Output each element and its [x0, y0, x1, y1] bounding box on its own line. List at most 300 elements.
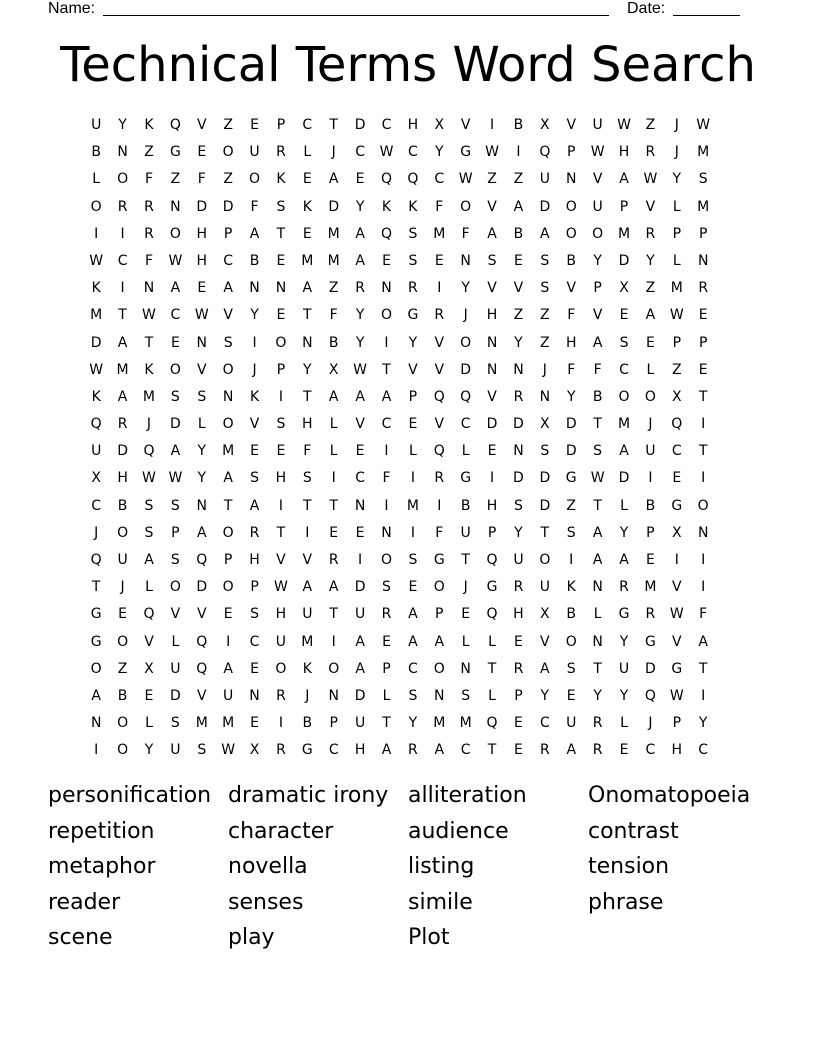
grid-letter: H — [275, 606, 287, 623]
grid-letter: A — [117, 334, 128, 351]
grid-letter: E — [355, 443, 365, 460]
grid-letter: B — [513, 117, 524, 133]
grid-row — [83, 384, 743, 411]
grid-letter: O — [169, 579, 181, 596]
grid-letter: M — [697, 144, 710, 161]
grid-letter: D — [90, 334, 102, 351]
grid-letter: C — [302, 117, 313, 133]
grid-letter: I — [331, 633, 336, 650]
word-list-item: dramatic irony — [228, 783, 389, 808]
grid-letter: J — [305, 687, 310, 704]
grid-letter: G — [433, 552, 445, 568]
grid-letter: J — [463, 579, 468, 596]
grid-row — [83, 710, 743, 737]
word-list-item: simile — [408, 889, 473, 915]
grid-letter: S — [619, 334, 629, 351]
grid-letter: U — [539, 579, 550, 596]
grid-letter: P — [672, 225, 682, 242]
grid-letter: N — [222, 388, 234, 405]
grid-letter: O — [222, 144, 234, 161]
grid-letter: M — [670, 280, 683, 297]
grid-letter: J — [252, 361, 257, 378]
grid-letter: Q — [486, 552, 498, 568]
grid-letter: D — [354, 579, 366, 596]
grid-letter: L — [145, 579, 153, 596]
grid-letter: A — [619, 443, 629, 460]
grid-letter: A — [355, 633, 365, 650]
grid-letter: I — [701, 687, 706, 704]
grid-letter: D — [354, 687, 366, 704]
grid-letter: Z — [117, 660, 128, 677]
grid-letter: S — [487, 252, 497, 269]
grid-letter: E — [276, 252, 286, 269]
grid-letter: Y — [514, 334, 523, 351]
grid-letter: W — [669, 606, 684, 623]
grid-letter: L — [303, 144, 312, 161]
grid-letter: D — [618, 252, 630, 269]
grid-letter: A — [592, 552, 603, 568]
grid-letter: G — [671, 660, 683, 677]
grid-letter: N — [143, 280, 155, 297]
grid-row — [83, 465, 743, 492]
grid-letter: P — [487, 524, 497, 541]
grid-letter: G — [565, 470, 577, 487]
grid-letter: S — [197, 742, 207, 759]
grid-letter: M — [301, 252, 314, 269]
grid-letter: O — [222, 579, 234, 596]
grid-letter: C — [381, 117, 392, 133]
grid-letter: K — [144, 117, 154, 133]
grid-letter: S — [408, 252, 418, 269]
grid-letter: R — [117, 416, 128, 433]
grid-letter: Q — [433, 443, 445, 460]
grid-letter: R — [355, 280, 365, 297]
grid-letter: Y — [619, 687, 629, 704]
grid-letter: Q — [380, 225, 392, 242]
grid-letter: S — [566, 524, 576, 541]
grid-letter: T — [593, 497, 602, 514]
grid-letter: P — [435, 606, 444, 623]
grid-row — [83, 520, 743, 547]
grid-letter: Q — [143, 443, 155, 460]
grid-letter: N — [302, 334, 313, 351]
grid-letter: N — [117, 144, 128, 161]
grid-letter: I — [384, 497, 389, 514]
grid-letter: D — [513, 416, 524, 433]
grid-letter: W — [194, 307, 209, 324]
name-blank-line — [103, 15, 609, 16]
grid-letter: C — [460, 742, 471, 759]
word-list-item: play — [228, 925, 275, 951]
grid-letter: V — [487, 388, 497, 405]
grid-letter: I — [516, 144, 521, 161]
grid-letter: F — [435, 524, 444, 541]
grid-letter: R — [276, 742, 286, 759]
grid-row — [83, 629, 743, 656]
grid-letter: I — [278, 388, 283, 405]
grid-letter: R — [513, 388, 524, 405]
grid-letter: G — [671, 497, 683, 514]
grid-letter: Z — [540, 334, 550, 351]
grid-letter: O — [565, 633, 577, 650]
grid-letter: F — [382, 470, 391, 487]
grid-letter: L — [488, 633, 496, 650]
grid-letter: D — [169, 416, 181, 433]
grid-letter: I — [674, 552, 679, 568]
grid-letter: F — [144, 171, 153, 188]
grid-letter: H — [117, 470, 128, 487]
grid-letter: U — [513, 552, 524, 568]
grid-letter: A — [381, 388, 392, 405]
grid-letter: X — [328, 361, 339, 378]
grid-letter: I — [701, 470, 706, 487]
grid-letter: E — [619, 307, 629, 324]
grid-letter: S — [250, 606, 259, 623]
grid-letter: O — [275, 334, 287, 351]
grid-letter: O — [328, 660, 340, 677]
grid-letter: I — [701, 416, 706, 433]
grid-letter: A — [592, 334, 603, 351]
grid-letter: G — [169, 144, 181, 161]
grid-letter: D — [618, 470, 630, 487]
grid-letter: E — [197, 144, 207, 161]
grid-row — [83, 737, 743, 764]
grid-letter: R — [592, 742, 603, 759]
grid-letter: B — [117, 497, 128, 514]
grid-letter: Q — [380, 171, 392, 188]
grid-letter: U — [91, 117, 102, 133]
grid-letter: F — [567, 361, 576, 378]
grid-letter: T — [593, 660, 602, 677]
grid-letter: A — [249, 225, 260, 242]
grid-letter: X — [249, 742, 260, 759]
grid-letter: B — [249, 252, 260, 269]
grid-letter: J — [648, 416, 653, 433]
grid-letter: M — [90, 307, 103, 324]
grid-letter: Z — [223, 171, 233, 188]
grid-letter: N — [434, 687, 445, 704]
grid-letter: N — [249, 687, 260, 704]
grid-letter: C — [698, 742, 709, 759]
grid-letter: Y — [514, 524, 523, 541]
grid-letter: R — [513, 579, 524, 596]
grid-letter: H — [302, 416, 313, 433]
grid-letter: A — [328, 579, 339, 596]
grid-letter: E — [487, 443, 497, 460]
grid-letter: U — [592, 198, 603, 215]
grid-letter: W — [617, 117, 631, 133]
grid-letter: O — [117, 715, 129, 732]
grid-letter: Y — [619, 633, 629, 650]
grid-letter: O — [380, 552, 392, 568]
grid-letter: T — [382, 361, 391, 378]
word-list-item: scene — [48, 925, 113, 951]
grid-letter: F — [593, 361, 602, 378]
grid-letter: A — [619, 552, 629, 568]
grid-letter: N — [592, 579, 603, 596]
grid-letter: W — [669, 687, 684, 704]
grid-letter: V — [434, 361, 445, 378]
grid-letter: Q — [486, 715, 498, 732]
grid-letter: J — [120, 579, 125, 596]
grid-letter: O — [222, 416, 234, 433]
word-list-item: metaphor — [48, 854, 156, 880]
grid-letter: E — [223, 606, 233, 623]
grid-letter: O — [117, 524, 129, 541]
grid-letter: A — [302, 579, 313, 596]
grid-letter: I — [489, 117, 495, 133]
grid-letter: F — [567, 307, 576, 324]
grid-letter: E — [250, 715, 259, 732]
grid-letter: M — [617, 416, 631, 433]
grid-letter: W — [669, 307, 684, 324]
word-list-item: contrast — [588, 818, 679, 844]
grid-row — [83, 139, 743, 166]
grid-letter: K — [408, 198, 418, 215]
grid-letter: A — [355, 225, 365, 242]
grid-letter: T — [487, 742, 497, 759]
grid-letter: Y — [646, 252, 655, 269]
grid-letter: X — [540, 606, 550, 623]
grid-letter: C — [671, 443, 682, 460]
grid-letter: S — [170, 552, 180, 568]
grid-letter: N — [170, 198, 181, 215]
grid-letter: L — [620, 715, 628, 732]
grid-letter: S — [514, 497, 523, 514]
grid-letter: S — [170, 497, 180, 514]
grid-letter: M — [644, 579, 657, 596]
grid-letter: T — [698, 660, 708, 677]
grid-letter: N — [249, 280, 260, 297]
grid-letter: E — [645, 552, 655, 568]
grid-letter: P — [567, 144, 576, 161]
grid-letter: E — [355, 171, 365, 188]
grid-letter: W — [89, 252, 104, 269]
grid-letter: N — [592, 633, 603, 650]
grid-letter: U — [91, 443, 102, 460]
grid-letter: S — [408, 552, 418, 568]
word-list-item: phrase — [588, 889, 664, 915]
grid-letter: B — [328, 334, 339, 351]
grid-letter: Y — [434, 144, 444, 161]
grid-letter: I — [358, 552, 363, 568]
grid-letter: M — [222, 443, 235, 460]
grid-letter: T — [276, 524, 286, 541]
grid-letter: M — [116, 361, 129, 378]
grid-letter: P — [382, 660, 391, 677]
grid-letter: D — [169, 687, 181, 704]
grid-letter: V — [566, 117, 577, 133]
grid-letter: V — [487, 280, 497, 297]
grid-letter: U — [460, 524, 471, 541]
grid-letter: L — [197, 416, 206, 433]
grid-letter: E — [302, 171, 312, 188]
grid-letter: W — [590, 470, 605, 487]
grid-letter: L — [672, 252, 681, 269]
word-list-item: senses — [228, 889, 304, 915]
grid-letter: L — [488, 687, 496, 704]
grid-letter: I — [94, 225, 99, 242]
grid-letter: Y — [118, 117, 127, 133]
grid-letter: R — [645, 606, 656, 623]
grid-letter: M — [617, 225, 631, 242]
grid-letter: P — [276, 117, 286, 133]
grid-letter: S — [408, 687, 418, 704]
grid-letter: X — [671, 524, 682, 541]
grid-letter: D — [565, 416, 577, 433]
grid-letter: D — [645, 660, 656, 677]
grid-letter: I — [410, 470, 415, 487]
grid-letter: I — [120, 225, 125, 242]
grid-letter: X — [91, 470, 101, 487]
grid-letter: K — [276, 171, 286, 188]
grid-letter: Y — [408, 334, 418, 351]
grid-letter: Z — [645, 117, 656, 133]
grid-letter: G — [90, 633, 102, 650]
grid-letter: A — [434, 633, 445, 650]
grid-letter: O — [460, 334, 472, 351]
grid-letter: C — [381, 416, 392, 433]
grid-letter: A — [540, 660, 550, 677]
grid-letter: Q — [433, 388, 445, 405]
grid-letter: S — [144, 524, 154, 541]
grid-letter: Y — [355, 334, 365, 351]
grid-letter: U — [354, 606, 366, 623]
grid-row — [83, 493, 743, 520]
grid-letter: J — [542, 361, 547, 378]
grid-letter: A — [408, 606, 418, 623]
grid-letter: I — [384, 443, 389, 460]
word-list-item: audience — [408, 818, 509, 844]
grid-letter: V — [196, 117, 207, 133]
grid-letter: E — [197, 280, 207, 297]
grid-letter: D — [222, 198, 234, 215]
grid-letter: O — [592, 225, 604, 242]
grid-letter: L — [461, 443, 470, 460]
grid-letter: B — [566, 606, 577, 623]
grid-letter: I — [410, 524, 415, 541]
grid-letter: V — [434, 416, 445, 433]
grid-letter: M — [459, 715, 472, 732]
grid-letter: Y — [250, 307, 259, 324]
grid-letter: X — [671, 388, 682, 405]
grid-row — [83, 683, 743, 710]
grid-letter: E — [698, 361, 708, 378]
grid-letter: R — [434, 470, 445, 487]
grid-letter: A — [328, 171, 339, 188]
grid-letter: E — [302, 225, 312, 242]
grid-letter: T — [276, 225, 286, 242]
grid-letter: R — [144, 198, 154, 215]
grid-letter: G — [90, 606, 102, 623]
word-list-item: reader — [48, 889, 121, 915]
grid-letter: H — [513, 606, 524, 623]
grid-letter: U — [170, 742, 181, 759]
grid-letter: Z — [223, 117, 233, 133]
grid-letter: G — [301, 742, 313, 759]
grid-letter: T — [593, 416, 602, 433]
grid-letter: D — [539, 497, 551, 514]
grid-letter: D — [196, 198, 208, 215]
grid-letter: W — [643, 171, 658, 188]
word-list — [48, 778, 768, 956]
grid-letter: L — [171, 633, 180, 650]
grid-letter: A — [302, 280, 313, 297]
grid-letter: V — [434, 334, 445, 351]
grid-letter: W — [142, 470, 156, 487]
grid-letter: E — [619, 742, 629, 759]
grid-letter: A — [170, 443, 181, 460]
grid-letter: M — [195, 715, 208, 732]
grid-letter: V — [540, 633, 550, 650]
grid-letter: T — [303, 307, 312, 324]
grid-letter: O — [565, 225, 577, 242]
grid-letter: T — [698, 388, 708, 405]
grid-letter: O — [169, 225, 181, 242]
grid-letter: Z — [671, 361, 682, 378]
grid-letter: R — [328, 552, 339, 568]
grid-letter: Y — [197, 470, 207, 487]
grid-letter: Q — [90, 416, 102, 433]
grid-letter: L — [620, 497, 628, 514]
grid-letter: O — [249, 171, 261, 188]
grid-letter: I — [305, 524, 310, 541]
grid-letter: S — [408, 225, 418, 242]
grid-letter: G — [618, 606, 630, 623]
grid-letter: M — [327, 225, 340, 242]
grid-letter: U — [117, 552, 128, 568]
grid-letter: O — [697, 497, 709, 514]
grid-letter: O — [222, 361, 234, 378]
grid-letter: N — [460, 252, 471, 269]
grid-letter: A — [487, 225, 497, 242]
grid-letter: F — [699, 606, 708, 623]
grid-letter: L — [329, 443, 338, 460]
grid-letter: E — [250, 117, 259, 133]
grid-letter: P — [250, 579, 259, 596]
grid-letter: O — [433, 579, 445, 596]
grid-letter: E — [514, 715, 523, 732]
grid-letter: R — [249, 524, 260, 541]
grid-letter: Q — [671, 416, 683, 433]
grid-letter: Y — [461, 280, 470, 297]
grid-row — [83, 411, 743, 438]
grid-letter: B — [513, 225, 524, 242]
grid-letter: Q — [143, 606, 155, 623]
grid-letter: A — [381, 742, 392, 759]
grid-letter: J — [146, 416, 152, 433]
grid-letter: V — [672, 633, 682, 650]
grid-row — [83, 275, 743, 302]
grid-letter: C — [91, 497, 102, 514]
grid-letter: E — [645, 334, 655, 351]
grid-letter: O — [618, 388, 630, 405]
grid-letter: E — [250, 660, 259, 677]
grid-letter: N — [354, 497, 366, 514]
grid-letter: S — [250, 470, 259, 487]
grid-letter: M — [222, 715, 235, 732]
grid-letter: F — [250, 198, 259, 215]
grid-letter: W — [353, 361, 368, 378]
grid-letter: A — [355, 660, 365, 677]
grid-letter: A — [566, 742, 577, 759]
grid-letter: R — [276, 144, 286, 161]
grid-letter: V — [408, 361, 418, 378]
grid-letter: S — [698, 171, 708, 188]
grid-letter: A — [223, 660, 233, 677]
grid-letter: P — [672, 334, 682, 351]
grid-letter: S — [144, 497, 154, 514]
